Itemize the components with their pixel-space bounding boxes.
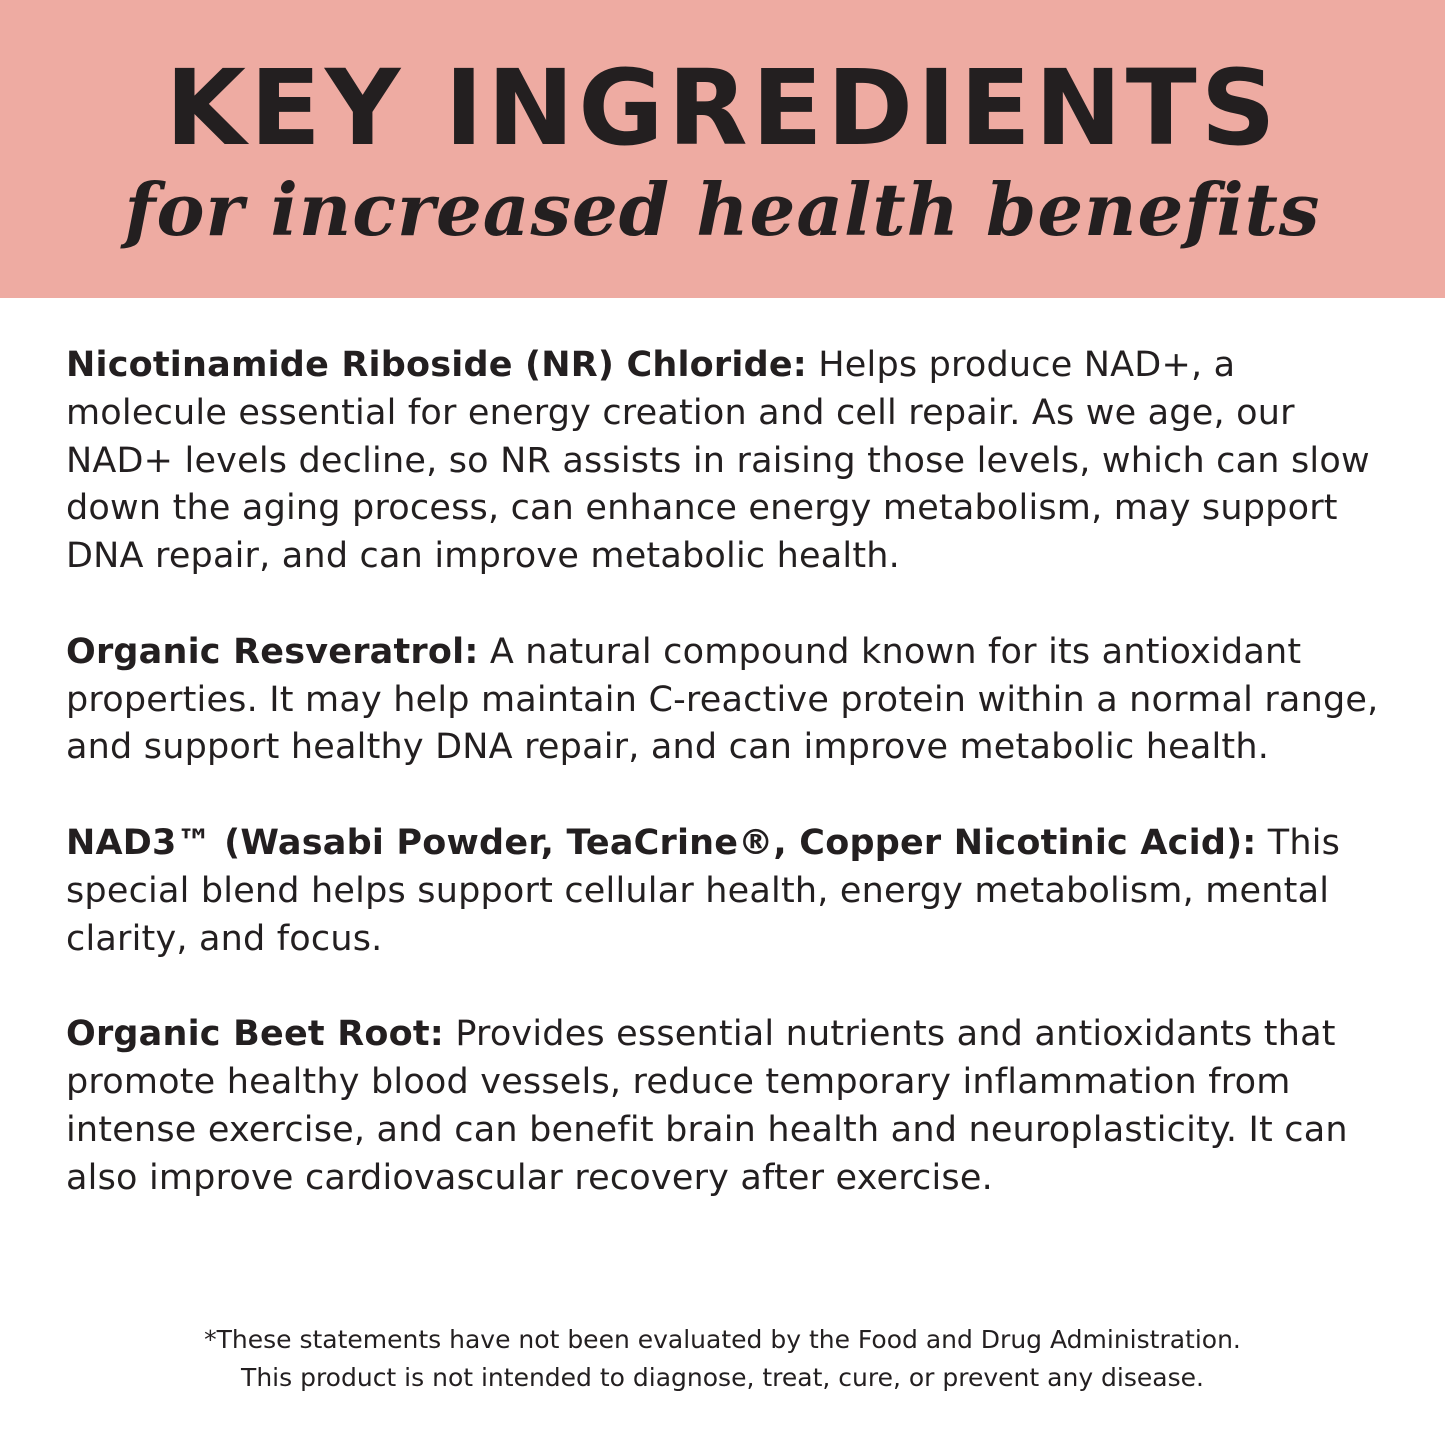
ingredient-organic-beet-root <box>66 1011 1396 1202</box>
ingredient-list <box>66 342 1396 1250</box>
header-band <box>0 0 1445 298</box>
ingredient-description: This special blend helps support cellular health, energy metabolism, mental clarity, and focus. <box>66 822 1341 959</box>
ingredient-nad3-blend <box>66 820 1396 963</box>
fda-disclaimer <box>0 1321 1445 1397</box>
ingredient-description: Provides essential nutrients and antioxidants that promote healthy blood vessels, reduce temporary inflammation from intense exercise, and can benefit brain health and neuroplasticity. It can also improve cardiovascular recovery after exercise. <box>66 1014 1348 1198</box>
disclaimer-line-2: This product is not intended to diagnose, treat, cure, or prevent any disease. <box>241 1363 1204 1392</box>
ingredient-name: NAD3™ (Wasabi Powder, TeaCrine®, Copper Nicotinic Acid): <box>66 822 1257 863</box>
ingredient-name: Organic Resveratrol: <box>66 631 479 672</box>
ingredient-nicotinamide-riboside <box>66 342 1396 581</box>
page-title: KEY INGREDIENTS <box>165 47 1280 169</box>
ingredient-organic-resveratrol <box>66 629 1396 772</box>
ingredient-name: Organic Beet Root: <box>66 1014 444 1055</box>
ingredient-description: Helps produce NAD+, a molecule essential for energy creation and cell repair. As we age, our NAD+ levels decline, so NR assists in raising those levels, which can slow down the aging process, can enhance energy metabolism, may support DNA repair, and can improve metabolic health. <box>66 345 1370 577</box>
disclaimer-line-1: *These statements have not been evaluated by the Food and Drug Administration. <box>204 1325 1241 1354</box>
ingredient-description: A natural compound known for its antioxidant properties. It may help maintain C-reactive protein within a normal range, and support healthy DNA repair, and can improve metabolic health. <box>66 631 1379 768</box>
page-subtitle: for increased health benefits <box>124 167 1321 252</box>
ingredient-name: Nicotinamide Riboside (NR) Chloride: <box>66 345 807 385</box>
